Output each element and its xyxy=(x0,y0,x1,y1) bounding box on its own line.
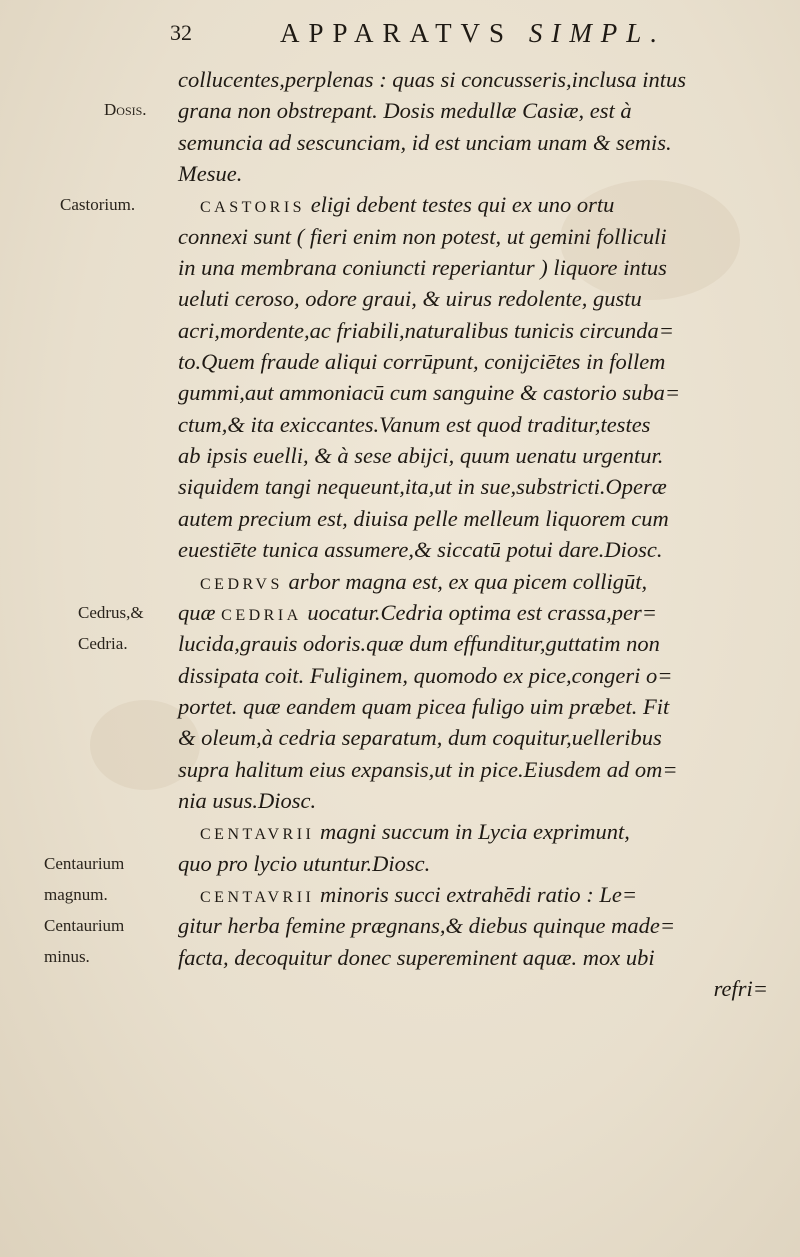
text-line: autem precium est, diuisa pelle melleum liquorem cum xyxy=(178,505,669,531)
text-span: eligi debent testes qui ex uno ortu xyxy=(305,192,615,218)
text-line: grana non obstrepant. Dosis medullæ Casiæ, est à xyxy=(178,98,632,124)
text-line xyxy=(178,597,778,628)
entry-heading-centaurii-magni: CENTAVRII xyxy=(200,826,315,844)
margin-note-text: Centaurium xyxy=(44,854,125,873)
margin-note-text: minus. xyxy=(44,947,90,966)
margin-note-text: Dosis. xyxy=(104,100,147,119)
running-title xyxy=(280,18,666,49)
text-line: dissipata coit. Fuliginem, quomodo ex pice,congeri o= xyxy=(178,662,673,688)
text-span: quæ xyxy=(178,599,222,625)
entry-heading-cedria: CEDRIA xyxy=(221,606,302,624)
margin-note-text: Cedria. xyxy=(78,634,128,653)
margin-note-text: Cedrus,& xyxy=(78,603,144,622)
running-header xyxy=(170,18,730,52)
text-span: magni succum in Lycia exprimunt, xyxy=(314,819,630,845)
text-line: gummi,aut ammoniacū cum sanguine & castorio suba= xyxy=(178,380,681,406)
text-line: connexi sunt ( fieri enim non potest, ut gemini folliculi xyxy=(178,223,667,249)
text-line: & oleum,à cedria separatum, dum coquitur,uelleribus xyxy=(178,725,662,751)
text-span: minoris succi extrahēdi ratio : Le= xyxy=(314,881,638,907)
text-line: to.Quem fraude aliqui corrūpunt, conijciētes in follem xyxy=(178,349,666,375)
running-title-b: SIMPL. xyxy=(528,18,667,48)
running-title-a: APPARATVS xyxy=(280,18,514,48)
text-span: arbor magna est, ex qua picem colligūt, xyxy=(282,568,648,594)
text-line: ctum,& ita exiccantes.Vanum est quod traditur,testes xyxy=(178,411,651,437)
text-line: lucida,grauis odoris.quæ dum effunditur,guttatim non xyxy=(178,631,660,657)
text-line: ueluti ceroso, odore graui, & uirus redolente, gustu xyxy=(178,286,642,312)
text-line: semuncia ad sescunciam, id est unciam unam & semis. xyxy=(178,129,672,155)
text-line xyxy=(178,879,778,910)
text-line: supra halitum eius expansis,ut in pice.Eiusdem ad om= xyxy=(178,756,678,782)
text-line xyxy=(178,189,778,220)
page-number: 32 xyxy=(170,20,192,45)
entry-heading-castoris: CASTORIS xyxy=(200,199,306,217)
text-line: quo pro lycio utuntur.Diosc. xyxy=(178,850,431,876)
margin-note-text: Castorium. xyxy=(60,195,136,214)
text-line: facta, decoquitur donec supereminent aquæ. mox ubi xyxy=(178,944,655,970)
main-text-block xyxy=(178,64,778,1004)
text-line xyxy=(178,816,778,847)
margin-note-text: magnum. xyxy=(44,885,108,904)
text-line: ab ipsis euelli, & à sese abijci, quum uenatu urgentur. xyxy=(178,443,664,469)
text-line: euestiēte tunica assumere,& siccatū potui dare.Diosc. xyxy=(178,537,663,563)
text-line: collucentes,perplenas : quas si concusseris,inclusa intus xyxy=(178,67,687,92)
margin-note-centaurium-magnum xyxy=(44,848,164,910)
text-line: in una membrana coniuncti reperiantur ) liquore intus xyxy=(178,255,667,281)
catchword: refri= xyxy=(713,975,768,1001)
text-line xyxy=(178,566,778,597)
margin-note-centaurium-minus xyxy=(44,910,164,972)
entry-heading-cedrus: CEDRVS xyxy=(200,575,283,593)
text-line: gitur herba femine prægnans,& diebus quinque made= xyxy=(178,913,676,939)
entry-heading-centaurii-minoris: CENTAVRII xyxy=(200,888,315,906)
text-span: uocatur.Cedria optima est crassa,per= xyxy=(301,599,657,625)
text-line: siquidem tangi nequeunt,ita,ut in sue,substricti.Operæ xyxy=(178,474,667,500)
text-line: acri,mordente,ac friabili,naturalibus tunicis circunda= xyxy=(178,317,674,343)
text-line: Mesue. xyxy=(178,161,243,187)
margin-note-castorium xyxy=(60,189,180,220)
text-line: nia usus.Diosc. xyxy=(178,787,317,813)
margin-note-text: Centaurium xyxy=(44,916,125,935)
text-line: portet. quæ eandem quam picea fuligo uim præbet. Fit xyxy=(178,693,670,719)
